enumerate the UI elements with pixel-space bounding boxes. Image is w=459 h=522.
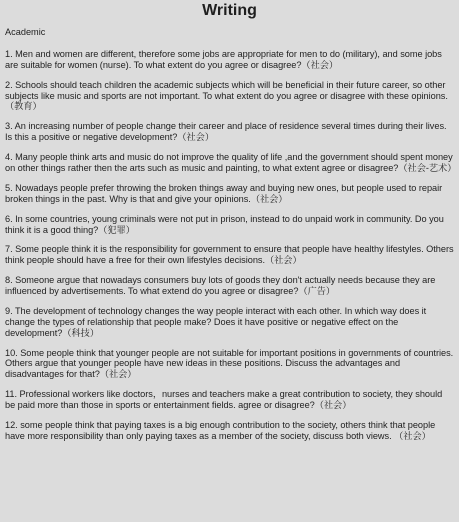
prompt-item-3: 3. An increasing number of people change their career and place of residence several times during their lives. Is this a positive or negative development?（社会）	[5, 121, 447, 143]
prompt-item-4: 4. Many people think arts and music do not improve the quality of life ,and the government should spent money on other things rather then the arts such as music and painting, to what extent agree or disagree?（社会-艺术）	[5, 152, 457, 173]
prompt-item-6: 6. In some countries, young criminals were not put in prison, instead to do unpaid work in community. Do you think it is a good thing?（犯罪）	[5, 213, 444, 235]
prompt-item-8: 8. Someone argue that nowadays consumers buy lots of goods they don't actually needs because they are influenced by advertisements. To what extend do you agree or disagree?（广告）	[5, 275, 436, 297]
prompt-item-2: 2. Schools should teach children the academic subjects which will be beneficial in their future career, so other subjects like music and sports are not important. To what extent do you agree or disagree with these opinions.（教育）	[5, 79, 448, 112]
page-title: Writing	[202, 2, 257, 19]
prompt-item-1: 1. Men and women are different, therefore some jobs are appropriate for men to do (military), and some jobs are suitable for women (nurse). To what extent do you agree or disagree?（社会）	[5, 49, 442, 70]
prompt-item-10: 10. Some people think that younger people are not suitable for important positions in governments of countries. Others argue that younger people have new ideas in these positions. Discuss the advantages and disadvantages for that?（社会）	[5, 347, 454, 380]
prompt-item-9: 9. The development of technology changes the way people interact with each other. In which way does it change the types of relationship that people make? Does it have positive or negative effect on the development?（科技）	[5, 306, 427, 338]
prompt-item-11: 11. Professional workers like doctors，nurses and teachers make a great contribution to society, they should be paid more than those in sports or entertainment fields. agree or disagree?（社会）	[5, 389, 443, 410]
prompt-list	[5, 49, 457, 442]
prompt-item-5: 5. Nowadays people prefer throwing the broken things away and buying new ones, but people used to repair broken things in the past. Why is that and give your opinions.（社会）	[5, 182, 443, 204]
prompt-item-7: 7. Some people think it is the responsibility for government to ensure that people have healthy lifestyles. Others think people should have a free for their own lifestyles decisions.（社会）	[5, 244, 454, 266]
prompt-item-12: 12. some people think that paying taxes is a big enough contribution to the society, others think that people have more responsibility than only paying taxes as a member of the society, discuss both views. （社会）	[5, 419, 436, 441]
section-label: Academic	[5, 27, 46, 37]
